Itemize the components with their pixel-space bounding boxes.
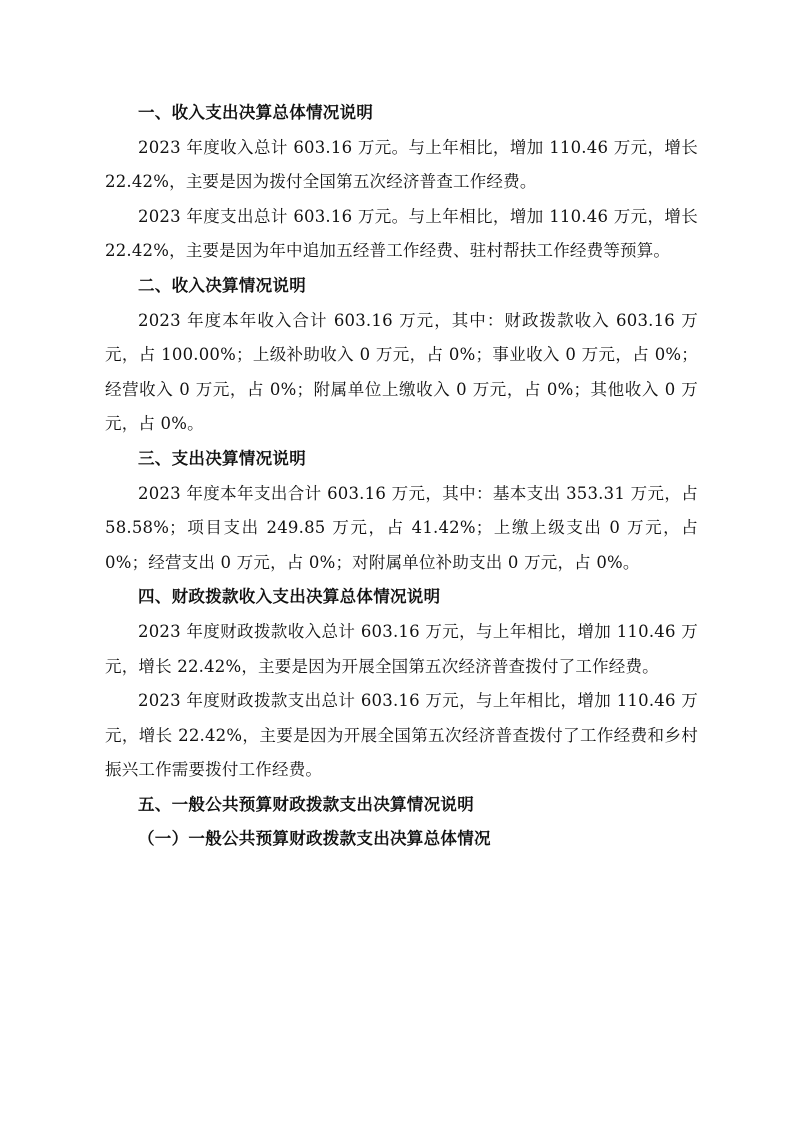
section-heading: 三、支出决算情况说明	[138, 448, 306, 468]
paragraph: 2023 年度支出总计 603.16 万元。与上年相比，增加 110.46 万元，增长 22.42%，主要是因为年中追加五经普工作经费、驻村帮扶工作经费等预算。	[105, 206, 698, 261]
section-heading: 四、财政拨款收入支出决算总体情况说明	[138, 587, 441, 607]
section-4	[105, 580, 698, 788]
section-2	[105, 269, 698, 442]
section-3	[105, 442, 698, 580]
section-5	[105, 788, 698, 857]
section-heading: 一、收入支出决算总体情况说明	[138, 103, 374, 122]
document-page	[105, 96, 698, 857]
section-heading: 二、收入决算情况说明	[138, 275, 306, 295]
subsection-heading: （一）一般公共预算财政拨款支出决算总体情况	[138, 829, 491, 849]
paragraph: 2023 年度财政拨款支出总计 603.16 万元，与上年相比，增加 110.46 万元，增长 22.42%，主要是因为开展全国第五次经济普查拨付了工作经费和乡村振兴工作需要拨付工作经费。	[105, 691, 698, 780]
paragraph: 2023 年度本年收入合计 603.16 万元，其中：财政拨款收入 603.16 万元，占 100.00%；上级补助收入 0 万元，占 0%；事业收入 0 万元，占 0%；经营收入 0 万元，占 0%；附属单位上缴收入 0 万元，占 0%；其他收入 0 万元，占 0%。	[105, 310, 698, 434]
paragraph: 2023 年度本年支出合计 603.16 万元，其中：基本支出 353.31 万元，占 58.58%；项目支出 249.85 万元，占 41.42%；上缴上级支出 0 万元，占 0%；经营支出 0 万元，占 0%；对附属单位补助支出 0 万元，占 0%。	[105, 483, 698, 572]
paragraph: 2023 年度收入总计 603.16 万元。与上年相比，增加 110.46 万元，增长 22.42%，主要是因为拨付全国第五次经济普查工作经费。	[105, 137, 698, 192]
paragraph: 2023 年度财政拨款收入总计 603.16 万元，与上年相比，增加 110.46 万元，增长 22.42%，主要是因为开展全国第五次经济普查拨付了工作经费。	[105, 621, 698, 676]
section-1	[105, 96, 698, 269]
section-heading: 五、一般公共预算财政拨款支出决算情况说明	[138, 794, 474, 814]
